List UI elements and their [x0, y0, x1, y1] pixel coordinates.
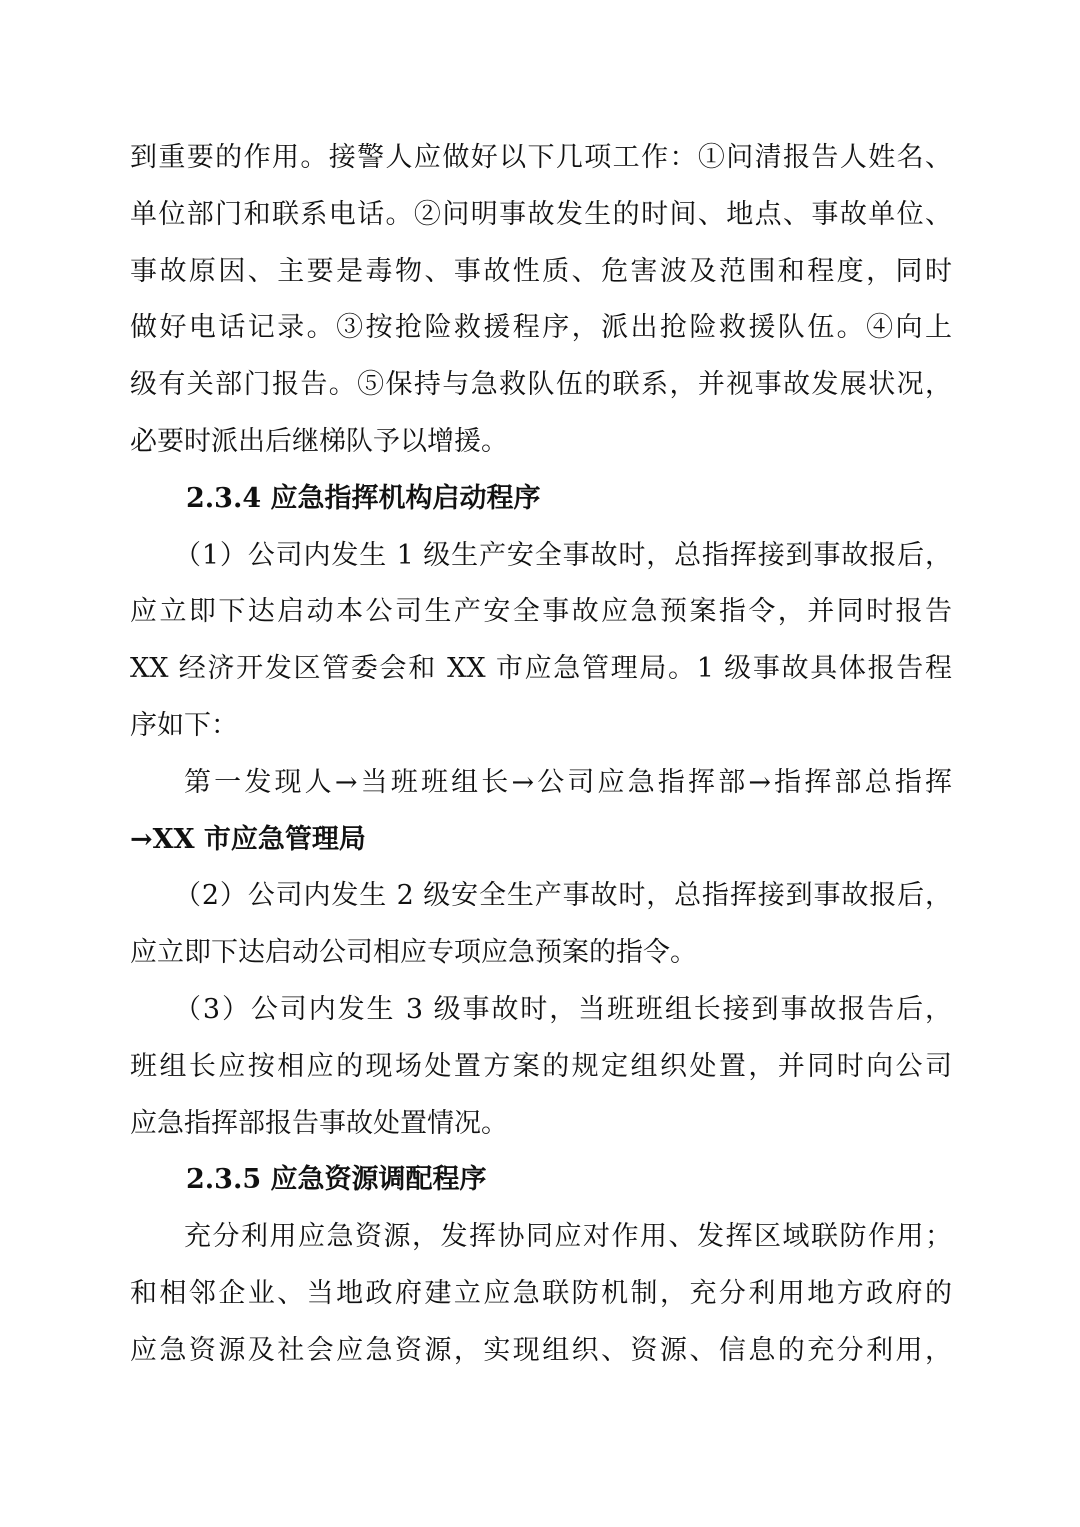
text-line: 充分利用应急资源，发挥协同应对作用、发挥区域联防作用；: [184, 1221, 952, 1253]
text-line: 班组长应按相应的现场处置方案的规定组织处置，并同时向公司: [130, 1050, 952, 1082]
text-line: 应急资源及社会应急资源，实现组织、资源、信息的充分利用，: [130, 1334, 952, 1366]
section-heading-2-3-4: 2.3.4 应急指挥机构启动程序: [186, 482, 541, 514]
text-line: 应立即下达启动本公司生产安全事故应急预案指令，并同时报告: [130, 596, 952, 628]
text-line: 做好电话记录。③按抢险救援程序，派出抢险救援队伍。④向上: [130, 312, 952, 344]
text-line: 级有关部门报告。⑤保持与急救队伍的联系，并视事故发展状况，: [130, 369, 952, 401]
text-line: 必要时派出后继梯队予以增援。: [130, 425, 508, 457]
text-line: 事故原因、主要是毒物、事故性质、危害波及范围和程度，同时: [130, 255, 952, 287]
text-line: 单位部门和联系电话。②问明事故发生的时间、地点、事故单位、: [130, 198, 952, 230]
text-line: 到重要的作用。接警人应做好以下几项工作：①问清报告人姓名、: [130, 142, 952, 173]
text-line: 第一发现人→当班班组长→公司应急指挥部→指挥部总指挥: [184, 766, 952, 798]
text-line: 序如下：: [130, 709, 238, 741]
paragraph-level-2-accident: [130, 868, 952, 982]
text-line: （2）公司内发生 2 级安全生产事故时，总指挥接到事故报后，: [174, 880, 952, 912]
paragraph-level-3-accident: [130, 982, 952, 1152]
document-body: [130, 130, 952, 1380]
text-line: XX 经济开发区管委会和 XX 市应急管理局。1 级事故具体报告程: [130, 653, 952, 685]
paragraph-level-1-accident: [130, 528, 952, 755]
text-line: →XX 市应急管理局: [130, 823, 366, 855]
section-heading-2-3-5: 2.3.5 应急资源调配程序: [186, 1164, 487, 1196]
paragraph-resource-allocation: [130, 1209, 952, 1379]
text-line: （1）公司内发生 1 级生产安全事故时，总指挥接到事故报后，: [174, 539, 952, 571]
text-line: 应立即下达启动公司相应专项应急预案的指令。: [130, 937, 697, 969]
text-line: （3）公司内发生 3 级事故时，当班班组长接到事故报告后，: [174, 993, 952, 1025]
paragraph-alarm-duties: [130, 130, 952, 471]
report-flow: [130, 755, 952, 869]
text-line: 应急指挥部报告事故处置情况。: [130, 1107, 508, 1139]
text-line: 和相邻企业、当地政府建立应急联防机制，充分利用地方政府的: [130, 1277, 952, 1309]
